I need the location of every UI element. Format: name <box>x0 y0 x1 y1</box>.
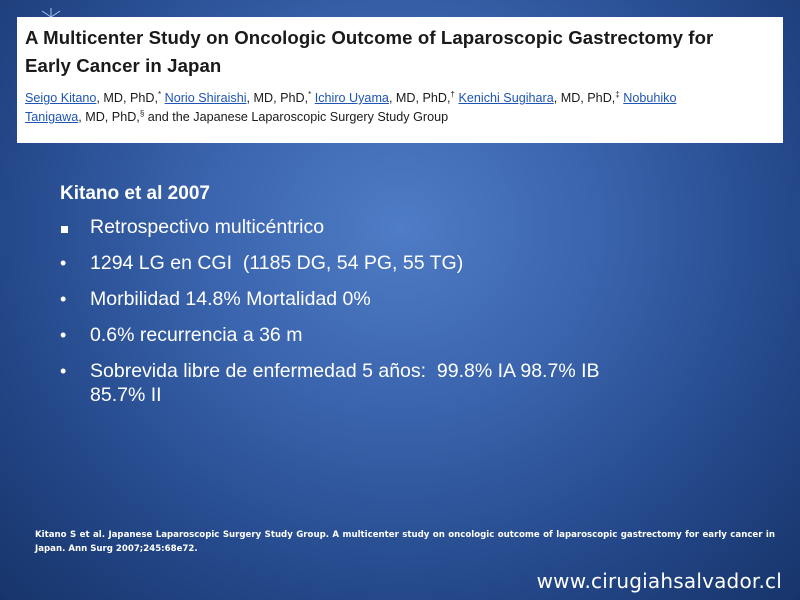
author-degree: , MD, PhD, <box>96 91 159 105</box>
author-footnote-mark: * <box>308 89 312 99</box>
dot-bullet-icon: • <box>60 361 67 381</box>
author-footnote-mark: § <box>139 108 145 118</box>
author-list <box>25 89 775 127</box>
square-bullet-icon <box>60 215 80 239</box>
slide-heading: Kitano et al 2007 <box>60 183 210 204</box>
bullet-item <box>60 287 780 311</box>
paper-title-line-1: A Multicenter Study on Oncologic Outcome of Laparoscopic Gastrectomy for <box>25 27 714 48</box>
bullet-item <box>60 251 780 275</box>
bullet-text-line-1: Sobrevida libre de enfermedad 5 años: 99.8% IA 98.7% IB <box>90 360 600 382</box>
bullet-text-line-2: 85.7% II <box>90 384 162 406</box>
dot-bullet-icon: • <box>60 289 67 309</box>
author-link-kitano[interactable]: Seigo Kitano <box>25 91 97 105</box>
author-link-tanigawa-first[interactable]: Nobuhiko <box>623 91 677 105</box>
author-footnote-mark: * <box>158 89 162 99</box>
author-footnote-mark: ‡ <box>615 89 620 99</box>
author-link-sugihara[interactable]: Kenichi Sugihara <box>458 91 554 105</box>
bullet-text: Morbilidad 14.8% Mortalidad 0% <box>90 288 371 310</box>
paper-title-line-2: Early Cancer in Japan <box>25 55 222 76</box>
author-degree: , MD, PhD, <box>78 110 140 124</box>
bullet-text: 0.6% recurrencia a 36 m <box>90 324 303 346</box>
author-degree: , MD, PhD, <box>246 91 309 105</box>
paper-title <box>25 24 775 80</box>
website-url: www.cirugiahsalvador.cl <box>536 569 782 593</box>
reference-citation: Kitano S et al. Japanese Laparoscopic Surgery Study Group. A multicenter study on oncologic outcome of laparoscopic gastrectomy for early cancer in Japan. Ann Surg 2007;245:68e72. <box>35 530 775 554</box>
author-degree: , MD, PhD, <box>388 91 451 105</box>
bullet-text: 1294 LG en CGI (1185 DG, 54 PG, 55 TG) <box>90 252 464 274</box>
study-group-text: and the Japanese Laparoscopic Surgery Study Group <box>144 110 449 124</box>
dot-bullet-icon: • <box>60 253 67 273</box>
author-link-uyama[interactable]: Ichiro Uyama <box>314 91 389 105</box>
bullet-item <box>60 215 780 239</box>
author-link-shiraishi[interactable]: Norio Shiraishi <box>164 91 247 105</box>
author-link-tanigawa-last[interactable]: Tanigawa <box>25 110 79 124</box>
author-footnote-mark: † <box>450 89 455 99</box>
dot-bullet-icon: • <box>60 325 67 345</box>
slide-content <box>60 180 780 419</box>
bullet-item <box>60 359 780 407</box>
bullet-item <box>60 323 780 347</box>
bullet-list <box>60 215 780 407</box>
paper-header-image <box>17 17 783 143</box>
author-degree: , MD, PhD, <box>553 91 616 105</box>
bullet-text: Retrospectivo multicéntrico <box>90 216 325 238</box>
